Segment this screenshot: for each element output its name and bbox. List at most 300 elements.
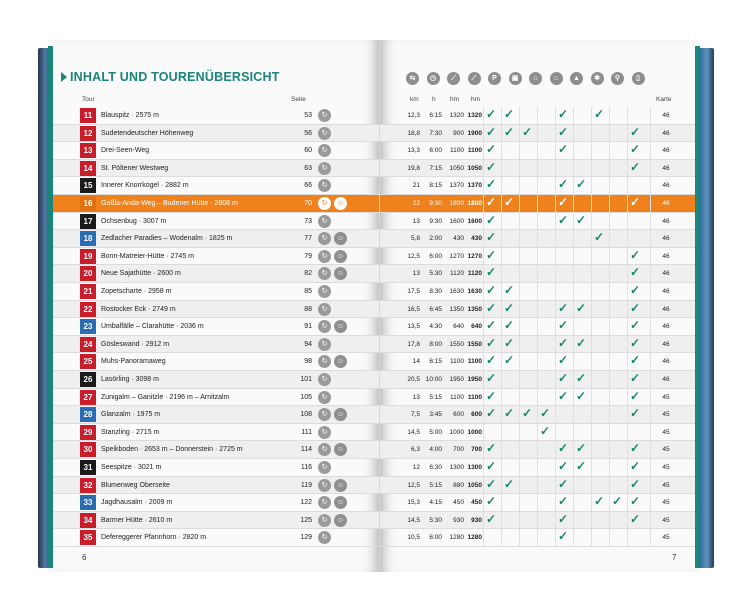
table-row (48, 195, 379, 213)
table-row (48, 512, 379, 530)
cell-karte: 46 (662, 112, 670, 119)
bike-icon: ⚲ (611, 72, 624, 85)
route-icon: ↻ (318, 232, 331, 245)
cell-hm-1: 1100 (450, 147, 464, 155)
check-icon: ✓ (630, 124, 641, 139)
teal-edge-right (695, 46, 700, 568)
tour-page: 70 (304, 200, 312, 207)
table-row (380, 406, 700, 424)
table-row (380, 283, 700, 301)
check-icon: ✓ (504, 107, 515, 121)
tour-name: Zunigalm – Ganitzle · 2196 m – Arnitzalm (101, 393, 230, 401)
cell-h: 6:15 (429, 358, 442, 366)
cell-h: 5:30 (429, 516, 442, 524)
cell-hm-1: 1100 (450, 358, 464, 366)
table-row (48, 371, 379, 389)
tour-number: 34 (80, 513, 96, 528)
cell-h: 6:15 (429, 112, 442, 119)
table-row (48, 441, 379, 459)
cell-km: 17,5 (407, 288, 420, 295)
tour-number: 35 (80, 530, 96, 545)
check-icon: ✓ (558, 459, 569, 473)
cell-hm-1: 1950 (449, 376, 464, 383)
family-icon: ☺ (334, 197, 347, 210)
check-icon: ✓ (576, 335, 587, 350)
tour-number: 14 (80, 161, 96, 176)
cell-karte: 46 (662, 164, 670, 172)
tour-number: 20 (80, 266, 96, 281)
family-icon: ☺ (334, 320, 347, 333)
cell-km: 20,5 (407, 376, 420, 383)
route-icon: ↻ (318, 179, 331, 192)
tour-page: 79 (304, 252, 312, 260)
cell-karte: 45 (662, 393, 670, 401)
check-icon: ✓ (630, 159, 641, 174)
check-icon: ✓ (558, 107, 569, 121)
route-icon: ↻ (318, 285, 331, 298)
cell-km: 12 (412, 464, 420, 471)
teal-edge-left (48, 46, 53, 568)
cell-karte: 46 (662, 288, 670, 295)
table-row (380, 336, 700, 354)
cable-car-icon: ⌂ (529, 72, 542, 85)
cell-hm-1: 700 (453, 446, 464, 454)
table-row (48, 336, 379, 354)
check-icon: ✓ (630, 318, 641, 333)
route-icon: ↻ (318, 391, 331, 404)
check-icon: ✓ (504, 335, 515, 350)
header-km: km (410, 96, 419, 103)
cell-km: 14,5 (407, 516, 420, 524)
cell-karte: 46 (662, 358, 670, 366)
cell-km: 12,5 (407, 252, 420, 260)
table-row (380, 177, 700, 195)
tour-page: 101 (300, 376, 312, 383)
check-icon: ✓ (558, 494, 569, 509)
cell-km: 16,5 (407, 305, 420, 313)
cell-karte: 45 (662, 481, 670, 489)
cell-hm-2: 1370 (467, 182, 482, 190)
cell-h: 4:00 (429, 446, 442, 454)
route-icon: ↻ (318, 461, 331, 474)
table-row (48, 160, 379, 178)
cell-karte: 45 (662, 499, 670, 507)
cell-km: 22 (412, 200, 420, 207)
tour-name: Zedlacher Paradies – Wodenalm · 1825 m (101, 235, 233, 243)
cell-h: 6:30 (429, 464, 442, 471)
cell-hm-1: 900 (453, 129, 464, 137)
tour-name: Stanzling · 2715 m (101, 428, 160, 436)
tour-number: 15 (80, 178, 96, 193)
check-icon: ✓ (630, 353, 641, 368)
route-icon: ↻ (318, 109, 331, 122)
tour-page: 122 (300, 499, 312, 507)
check-icon: ✓ (594, 107, 605, 121)
cell-karte: 46 (662, 270, 670, 278)
header-karte: Karte (656, 96, 672, 103)
check-icon: ✓ (576, 371, 587, 385)
check-icon: ✓ (540, 406, 551, 421)
tour-page: 63 (304, 164, 312, 172)
cell-hm-1: 1100 (450, 393, 464, 401)
cell-h: 5:15 (429, 393, 442, 401)
route-icon: ↻ (318, 267, 331, 280)
cell-hm-1: 640 (453, 323, 464, 331)
hiking-icon: ⟋ (468, 72, 481, 85)
check-icon: ✓ (558, 177, 569, 192)
cell-karte: 46 (662, 200, 670, 207)
check-icon: ✓ (630, 406, 641, 421)
tour-name: Muhs-Panoramaweg (101, 358, 166, 366)
tour-number: 28 (80, 407, 96, 422)
cell-hm-2: 1270 (467, 252, 482, 260)
tour-number: 12 (80, 126, 96, 141)
check-icon: ✓ (522, 406, 533, 421)
check-icon: ✓ (486, 300, 497, 315)
tour-name: Rostocker Eck · 2749 m (101, 305, 176, 313)
family-icon: ☺ (334, 267, 347, 280)
check-icon: ✓ (558, 212, 569, 227)
check-icon: ✓ (504, 406, 515, 421)
table-row (48, 213, 379, 231)
check-icon: ✓ (486, 406, 497, 421)
cell-hm-1: 880 (453, 481, 464, 489)
check-icon: ✓ (486, 283, 497, 297)
table-row (380, 441, 700, 459)
cell-hm-2: 1000 (467, 428, 482, 436)
table-row (380, 318, 700, 336)
table-row (48, 424, 379, 442)
tour-page: 73 (304, 217, 312, 225)
cell-hm-1: 1800 (449, 200, 464, 207)
check-icon: ✓ (504, 195, 515, 209)
cell-h: 4:30 (429, 323, 442, 331)
check-icon: ✓ (486, 159, 497, 174)
cell-hm-1: 1300 (449, 464, 464, 471)
cell-hm-2: 700 (471, 446, 482, 454)
cell-h: 6:00 (429, 534, 442, 542)
cell-hm-2: 1100 (467, 147, 482, 155)
header-h: h (432, 96, 436, 103)
cell-hm-1: 1050 (449, 164, 464, 172)
tour-number: 19 (80, 249, 96, 264)
check-icon: ✓ (630, 265, 641, 280)
cell-karte: 46 (662, 323, 670, 331)
right-page (380, 40, 700, 572)
snowflake-icon: ✱ (591, 72, 604, 85)
cell-h: 2:00 (429, 235, 442, 243)
title-arrow-icon (61, 72, 67, 82)
cell-karte: 46 (662, 147, 670, 155)
table-row (380, 160, 700, 178)
cell-karte: 45 (662, 428, 670, 436)
cell-km: 5,8 (410, 235, 420, 243)
check-icon: ✓ (486, 318, 497, 333)
tour-page: 116 (300, 464, 312, 471)
tour-name: Drei-Seen-Weg (101, 147, 150, 155)
check-icon: ✓ (558, 318, 569, 333)
check-icon: ✓ (504, 318, 515, 333)
tour-number: 27 (80, 390, 96, 405)
check-icon: ✓ (558, 371, 569, 385)
check-icon: ✓ (486, 177, 497, 192)
table-row (48, 248, 379, 266)
table-row (380, 213, 700, 231)
book-cover-right (700, 48, 714, 568)
table-row (48, 406, 379, 424)
parking-icon: P (488, 72, 501, 85)
cell-karte: 45 (662, 534, 670, 542)
cell-km: 18,8 (407, 129, 420, 137)
check-icon: ✓ (558, 476, 569, 491)
route-icon: ↻ (318, 531, 331, 544)
tour-name: Ochsenbug · 3007 m (101, 217, 167, 225)
hut-icon: ⌂ (550, 72, 563, 85)
table-row (380, 230, 700, 248)
tour-number: 33 (80, 495, 96, 510)
table-row (48, 177, 379, 195)
cell-hm-2: 1550 (467, 340, 482, 348)
check-icon: ✓ (576, 300, 587, 315)
tour-name: Barmer Hütte · 2610 m (101, 516, 173, 524)
check-icon: ✓ (486, 247, 497, 262)
table-row (380, 301, 700, 319)
check-icon: ✓ (504, 476, 515, 491)
tour-number: 16 (80, 196, 96, 211)
check-icon: ✓ (486, 230, 497, 245)
cell-karte: 45 (662, 411, 670, 419)
check-icon: ✓ (630, 459, 641, 473)
route-icon: ↻ (318, 496, 331, 509)
table-row (380, 142, 700, 160)
table-row (48, 459, 379, 477)
cell-karte: 46 (662, 235, 670, 243)
summit-icon: ▲ (570, 72, 583, 85)
page-number-right: 7 (672, 553, 677, 562)
cell-hm-2: 1050 (467, 481, 482, 489)
table-row (380, 529, 700, 547)
cell-hm-1: 1600 (449, 217, 464, 225)
check-icon: ✓ (576, 441, 587, 456)
cell-hm-2: 640 (471, 323, 482, 331)
cell-karte: 46 (662, 182, 670, 190)
check-icon: ✓ (522, 124, 533, 139)
cell-km: 13 (412, 217, 420, 225)
table-row (48, 353, 379, 371)
cell-hm-1: 1320 (449, 112, 464, 119)
cell-h: 5:15 (429, 481, 442, 489)
header-tour: Tour (82, 96, 95, 103)
tour-name: St. Pöltener Westweg (101, 164, 169, 172)
cell-karte: 46 (662, 217, 670, 225)
family-icon: ☺ (334, 232, 347, 245)
cell-km: 14,5 (407, 428, 420, 436)
cell-karte: 46 (662, 340, 670, 348)
family-icon: ☺ (334, 514, 347, 527)
cell-km: 12,5 (407, 481, 420, 489)
clock-icon: ◷ (427, 72, 440, 85)
table-row (48, 477, 379, 495)
cell-km: 13,5 (407, 323, 420, 331)
check-icon: ✓ (504, 300, 515, 315)
tour-number: 32 (80, 478, 96, 493)
cell-hm-1: 1270 (449, 252, 464, 260)
tour-number: 24 (80, 337, 96, 352)
tour-page: 129 (300, 534, 312, 542)
cell-hm-2: 1280 (467, 534, 482, 542)
cell-hm-2: 1120 (467, 270, 482, 278)
family-icon: ☺ (334, 443, 347, 456)
family-icon: ☺ (334, 250, 347, 263)
tour-name: Sudetendeutscher Höhenweg (101, 129, 194, 137)
check-icon: ✓ (558, 441, 569, 456)
check-icon: ✓ (558, 195, 569, 209)
tour-page: 82 (304, 270, 312, 278)
tour-page: 105 (300, 393, 312, 401)
check-icon: ✓ (558, 142, 569, 157)
cell-karte: 45 (662, 464, 670, 471)
tour-number: 23 (80, 319, 96, 334)
cell-h: 7:15 (429, 164, 442, 172)
cell-km: 10,5 (407, 534, 420, 542)
tour-name: Glanzalm · 1975 m (101, 411, 161, 419)
check-icon: ✓ (558, 353, 569, 368)
cell-h: 5:30 (429, 270, 442, 278)
route-icon: ↻ (318, 127, 331, 140)
cell-hm-1: 1280 (449, 534, 464, 542)
check-icon: ✓ (486, 265, 497, 280)
cell-karte: 45 (662, 446, 670, 454)
check-icon: ✓ (504, 283, 515, 297)
route-icon: ↻ (318, 408, 331, 421)
cell-hm-1: 1630 (449, 288, 464, 295)
table-row (380, 371, 700, 389)
table-row (380, 195, 700, 213)
tour-page: 98 (304, 358, 312, 366)
table-row (380, 389, 700, 407)
route-icon: ↻ (318, 250, 331, 263)
tour-number: 26 (80, 372, 96, 387)
tour-name: Gösleswand · 2912 m (101, 340, 170, 348)
cell-hm-1: 1370 (449, 182, 464, 190)
header-hm-1: hm (450, 96, 460, 103)
check-icon: ✓ (486, 142, 497, 157)
route-icon: ↻ (318, 303, 331, 316)
cell-km: 21 (412, 182, 420, 190)
tour-page: 111 (301, 428, 312, 436)
cell-hm-1: 450 (453, 499, 464, 507)
check-icon: ✓ (576, 459, 587, 473)
check-icon: ✓ (630, 195, 641, 209)
check-icon: ✓ (486, 124, 497, 139)
check-icon: ✓ (558, 511, 569, 526)
cell-h: 6:45 (429, 305, 442, 313)
table-row (48, 389, 379, 407)
route-icon: ↻ (318, 355, 331, 368)
cell-karte: 46 (662, 376, 670, 383)
cell-h: 7:30 (429, 129, 442, 137)
check-icon: ✓ (486, 459, 497, 473)
cell-hm-2: 1950 (467, 376, 482, 383)
tour-number: 13 (80, 143, 96, 158)
cell-hm-2: 1900 (467, 129, 482, 137)
tour-number: 31 (80, 460, 96, 475)
check-icon: ✓ (612, 494, 623, 509)
cell-hm-2: 1800 (467, 200, 482, 207)
cell-hm-1: 430 (453, 235, 464, 243)
family-icon: ☺ (334, 496, 347, 509)
route-icon: ↻ (318, 162, 331, 175)
tour-number: 17 (80, 214, 96, 229)
left-page (48, 40, 380, 572)
check-icon: ✓ (486, 476, 497, 491)
tour-page: 114 (300, 446, 312, 454)
tour-number: 29 (80, 425, 96, 440)
check-icon: ✓ (630, 335, 641, 350)
cell-hm-1: 1000 (449, 428, 464, 436)
tour-name: Defereggerer Pfannhorn · 2820 m (101, 534, 207, 542)
tour-name: Gaßla-Anda-Weg – Badener Hütte · 2608 m (101, 200, 238, 207)
signpost-icon: ⇆ (406, 72, 419, 85)
cell-h: 6:00 (429, 147, 442, 155)
check-icon: ✓ (630, 476, 641, 491)
cell-km: 13 (412, 270, 420, 278)
table-row (380, 125, 700, 143)
tour-name: Seespitze · 3021 m (101, 464, 162, 471)
route-icon: ↻ (318, 514, 331, 527)
tour-number: 30 (80, 442, 96, 457)
route-icon: ↻ (318, 373, 331, 386)
check-icon: ✓ (486, 195, 497, 209)
table-row (380, 107, 700, 125)
check-icon: ✓ (558, 124, 569, 139)
check-icon: ✓ (630, 511, 641, 526)
cell-hm-2: 1600 (467, 217, 482, 225)
tour-number: 25 (80, 354, 96, 369)
cell-karte: 46 (662, 305, 670, 313)
slope-icon: ⟋ (447, 72, 460, 85)
cell-hm-2: 1320 (467, 112, 482, 119)
cell-h: 5:00 (429, 428, 442, 436)
cell-hm-2: 450 (471, 499, 482, 507)
page-number-left: 6 (82, 553, 87, 562)
cell-hm-2: 930 (471, 516, 482, 524)
tour-page: 66 (304, 182, 312, 190)
check-icon: ✓ (558, 335, 569, 350)
check-icon: ✓ (630, 388, 641, 403)
cell-karte: 46 (662, 129, 670, 137)
check-icon: ✓ (504, 353, 515, 368)
check-icon: ✓ (486, 107, 497, 121)
cell-hm-1: 930 (453, 516, 464, 524)
tour-page: 91 (304, 323, 312, 331)
table-row (48, 301, 379, 319)
cell-h: 4:15 (429, 499, 442, 507)
tour-name: Blauspitz · 2575 m (101, 112, 159, 119)
tour-page: 125 (300, 516, 312, 524)
tour-page: 53 (304, 112, 312, 119)
route-icon: ↻ (318, 443, 331, 456)
table-row (380, 477, 700, 495)
table-row (48, 529, 379, 547)
cell-h: 3:45 (429, 411, 442, 419)
tour-number: 18 (80, 231, 96, 246)
tour-page: 56 (304, 129, 312, 137)
route-icon: ↻ (318, 215, 331, 228)
cell-hm-2: 1350 (467, 305, 482, 313)
check-icon: ✓ (486, 511, 497, 526)
check-icon: ✓ (486, 441, 497, 456)
